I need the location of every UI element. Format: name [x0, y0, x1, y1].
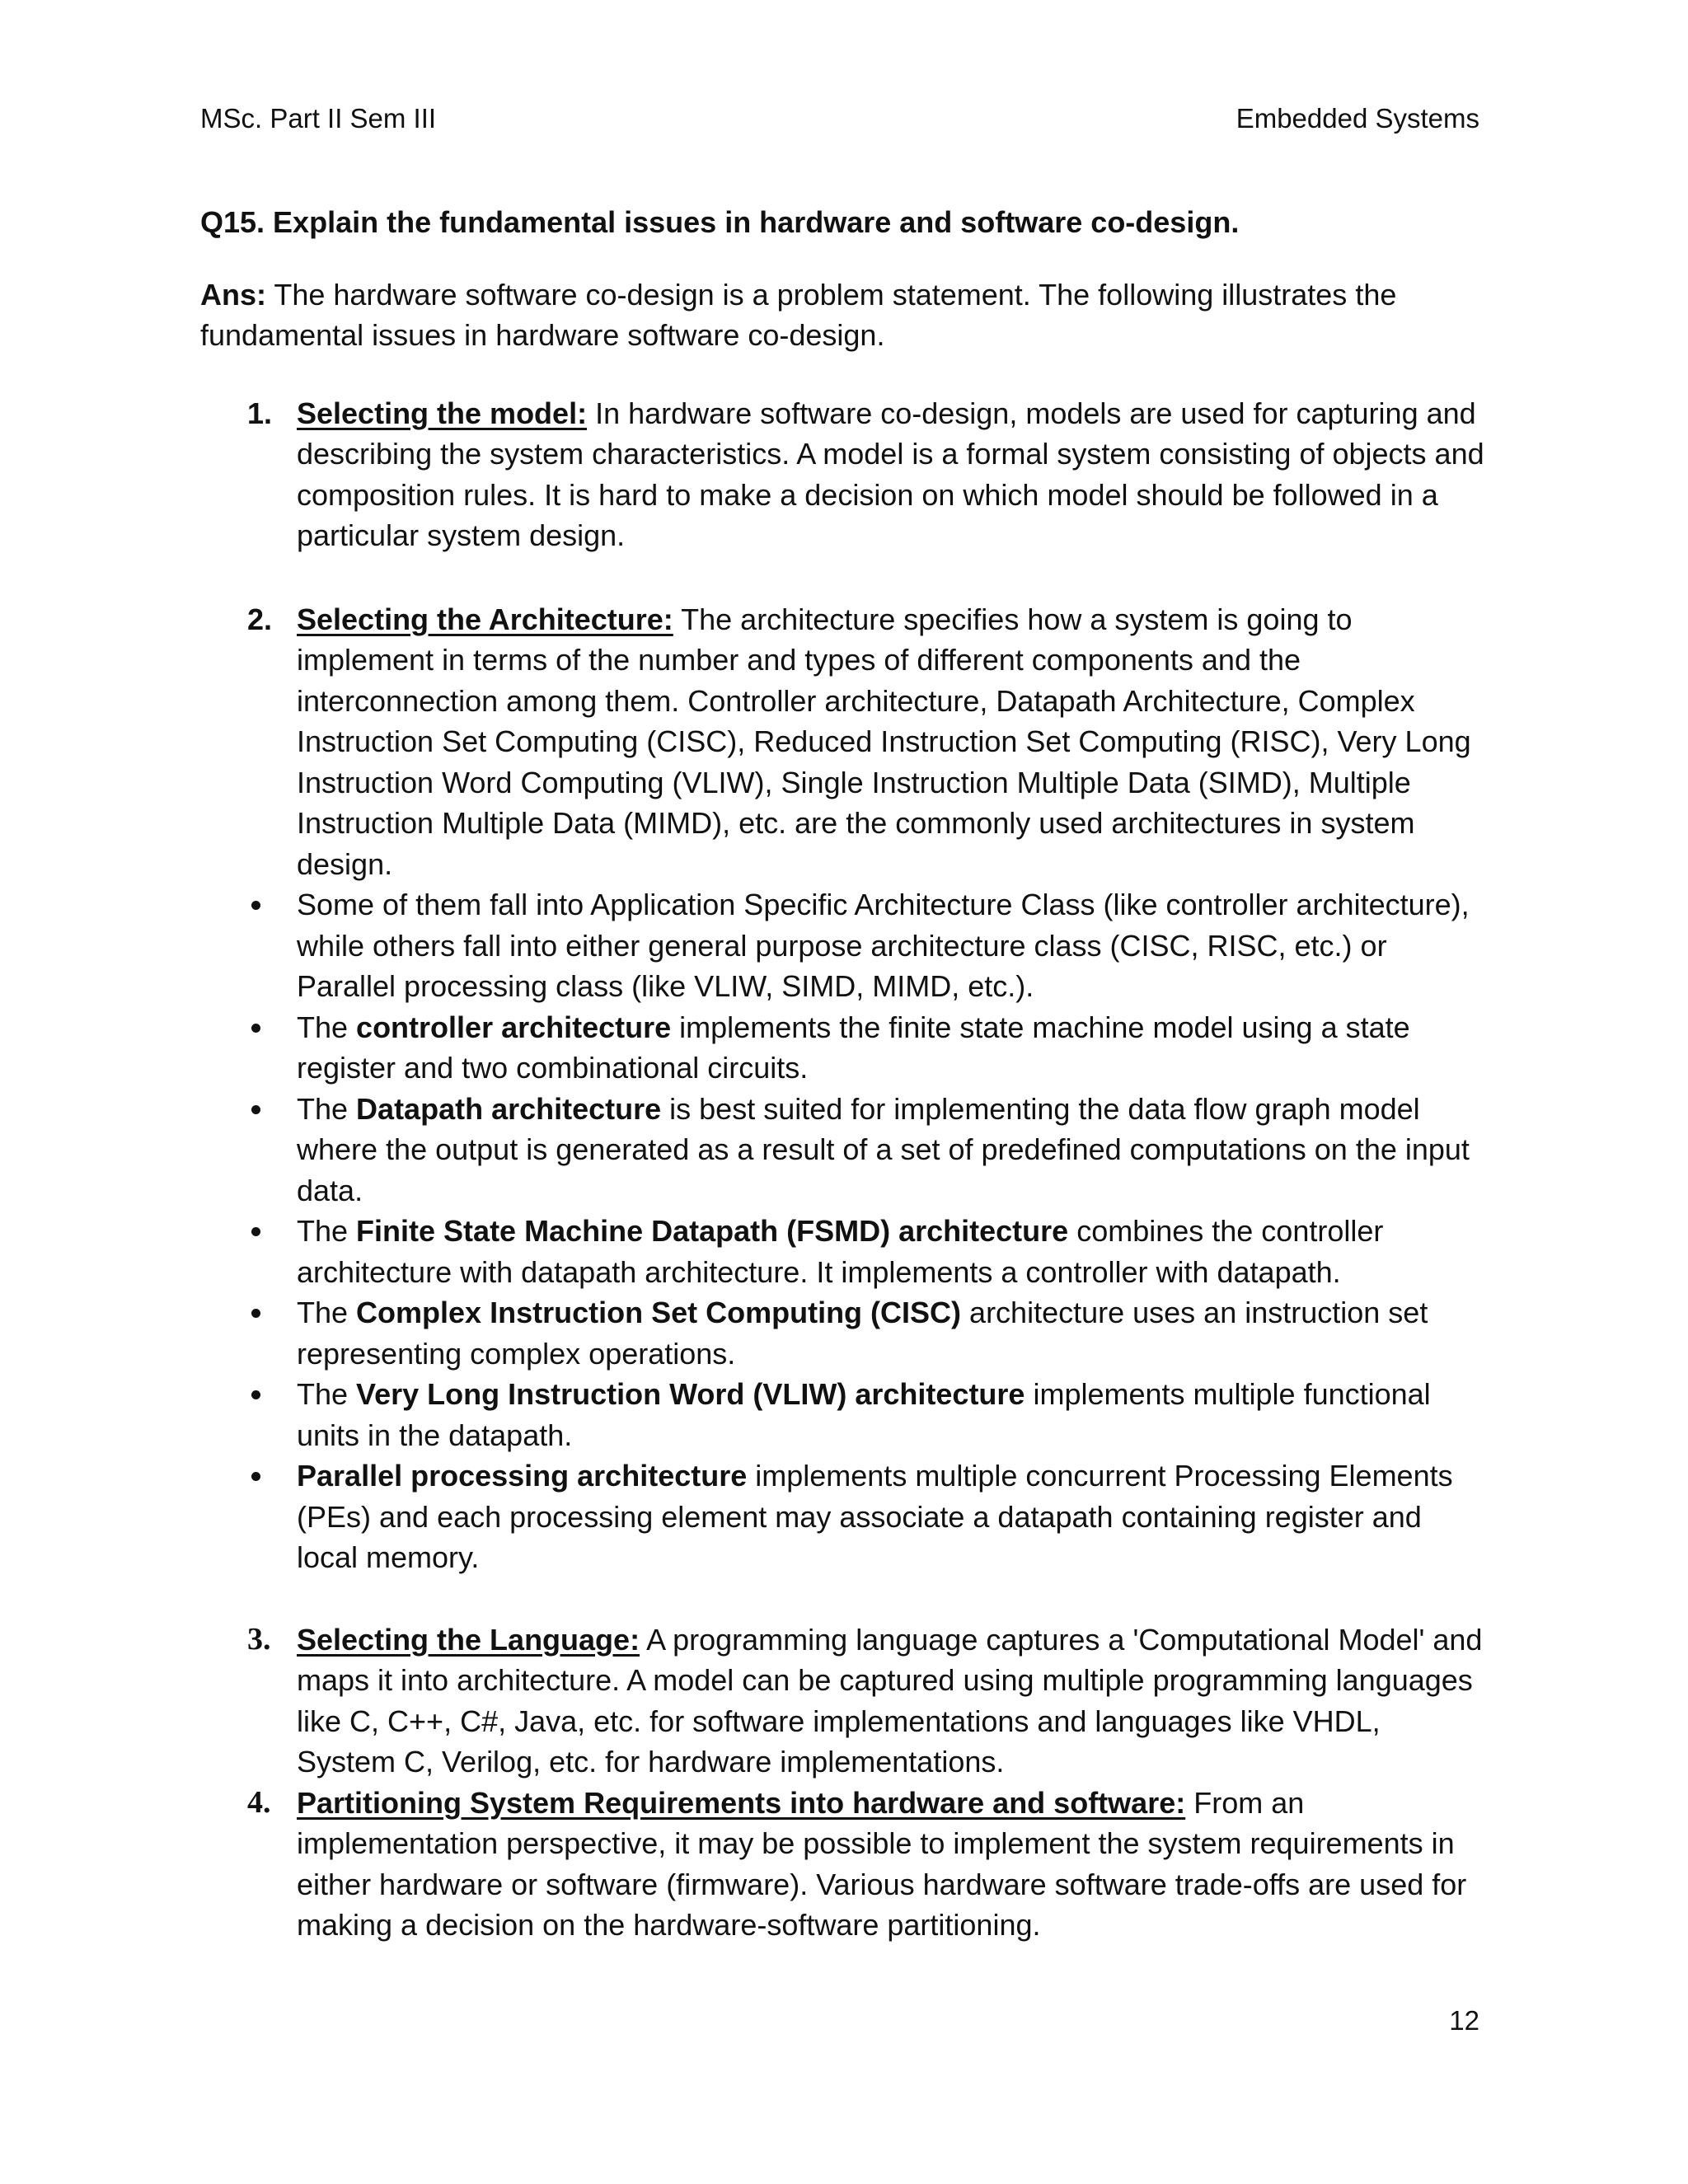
bullet-post: implements multiple concurrent Processing Elements (PEs) and each processing element may associate a datapath containing register and local memory.	[297, 1459, 1453, 1574]
answer-text: The hardware software co-design is a problem statement. The following illustrates the fundamental issues in hardware software co-design.	[200, 277, 1397, 352]
bullet-bold: Finite State Machine Datapath (FSMD) architecture	[356, 1214, 1069, 1248]
bullet-bold: Parallel processing architecture	[297, 1459, 748, 1493]
bullet-text	[297, 1211, 1486, 1292]
item-body	[297, 393, 1486, 556]
bullet-bold: Complex Instruction Set Computing (CISC)	[356, 1296, 962, 1329]
bullet-item	[200, 1211, 1486, 1292]
bullet-dot-icon	[251, 1390, 260, 1399]
bullet-pre: The	[297, 1214, 357, 1248]
bullet-dot-icon	[251, 901, 260, 910]
bullet-item	[200, 1374, 1486, 1455]
list-item-selecting-architecture	[200, 599, 1486, 885]
bullet-dot-icon	[251, 1024, 260, 1033]
item-number: 3.	[247, 1621, 271, 1657]
header-subject: Embedded Systems	[1236, 103, 1479, 134]
header-course: MSc. Part II Sem III	[200, 103, 437, 134]
bullet-dot-icon	[251, 1309, 260, 1318]
bullet-dot-icon	[251, 1105, 260, 1114]
bullet-item	[200, 1292, 1486, 1374]
item-lead: Selecting the Architecture:	[297, 602, 673, 636]
bullet-text	[297, 1374, 1486, 1455]
bullet-item	[200, 1089, 1486, 1212]
item-text: From an implementation perspective, it may be possible to implement the system requirements in either hardware or software (firmware). Various hardware software trade-offs are used for making a decision on the hardware-software partitioning.	[297, 1785, 1467, 1942]
bullet-item	[200, 1455, 1486, 1578]
bullet-pre: The	[297, 1377, 357, 1411]
bullet-item	[200, 884, 1486, 1007]
item-number: 2.	[247, 602, 273, 636]
page-content	[200, 202, 1486, 1946]
answer-label: Ans:	[200, 277, 266, 312]
bullet-pre: The	[297, 1091, 357, 1126]
item-body	[297, 1783, 1486, 1946]
item-number: 4.	[247, 1784, 271, 1820]
answer-intro	[200, 274, 1486, 356]
bullet-post: implements multiple functional units in the datapath.	[297, 1377, 1431, 1452]
bullet-post: implements the finite state machine model using a state register and two combinational circuits.	[297, 1010, 1410, 1085]
bullet-text	[297, 1089, 1486, 1212]
bullet-post: combines the controller architecture with datapath architecture. It implements a controller with datapath.	[297, 1214, 1384, 1289]
item-text: In hardware software co-design, models are used for capturing and describing the system characteristics. A model is a formal system consisting of objects and composition rules. It is hard to make a decision on which model should be followed in a particular system design.	[297, 396, 1484, 552]
bullet-bold: Datapath architecture	[356, 1091, 662, 1126]
item-lead: Selecting the model:	[297, 396, 588, 430]
bullet-text	[297, 1292, 1486, 1374]
bullet-post: architecture uses an instruction set representing complex operations.	[297, 1296, 1428, 1371]
item-text: A programming language captures a 'Computational Model' and maps it into architecture. A model can be captured using multiple programming languages like C, C++, C#, Java, etc. for software implementations and languages like VHDL, System C, Verilog, etc. for hardware implementations.	[297, 1622, 1483, 1779]
item-lead: Selecting the Language:	[297, 1622, 640, 1657]
bullet-bold: controller architecture	[356, 1010, 672, 1044]
bullet-pre: The	[297, 1296, 357, 1329]
bullet-post: is best suited for implementing the data flow graph model where the output is generated as a result of a set of predefined computations on the input data.	[297, 1091, 1470, 1207]
spacer	[200, 1578, 1486, 1619]
bullet-text	[297, 1455, 1486, 1578]
spacer	[200, 556, 1486, 599]
bullet-pre: The	[297, 1010, 357, 1044]
bullet-text	[297, 884, 1486, 1007]
item-text: The architecture specifies how a system is going to implement in terms of the number and types of different components and the interconnection among them. Controller architecture, Datapath Architecture, Complex Instruction Set Computing (CISC), Reduced Instruction Set Computing (RISC), Very Long Instruction Word Computing (VLIW), Single Instruction Multiple Data (SIMD), Multiple Instruction Multiple Data (MIMD), etc. are the commonly used architectures in system design.	[297, 602, 1471, 881]
question-heading: Q15. Explain the fundamental issues in hardware and software co-design.	[200, 205, 1240, 239]
bullet-bold: Very Long Instruction Word (VLIW) architecture	[356, 1377, 1025, 1411]
page-number: 12	[1449, 2005, 1479, 2036]
item-body	[297, 1619, 1486, 1783]
bullet-text	[297, 1007, 1486, 1089]
list-item-selecting-language	[200, 1619, 1486, 1783]
bullet-item	[200, 1007, 1486, 1089]
bullet-dot-icon	[251, 1472, 260, 1481]
item-number: 1.	[247, 396, 273, 430]
bullet-dot-icon	[251, 1227, 260, 1236]
list-item-partitioning	[200, 1783, 1486, 1946]
item-lead: Partitioning System Requirements into hardware and software:	[297, 1785, 1186, 1820]
bullet-post: Some of them fall into Application Specific Architecture Class (like controller architecture), while others fall into either general purpose architecture class (CISC, RISC, etc.) or Parallel processing class (like VLIW, SIMD, MIMD, etc.).	[297, 888, 1470, 1003]
item-body	[297, 599, 1486, 885]
list-item-selecting-model	[200, 393, 1486, 556]
